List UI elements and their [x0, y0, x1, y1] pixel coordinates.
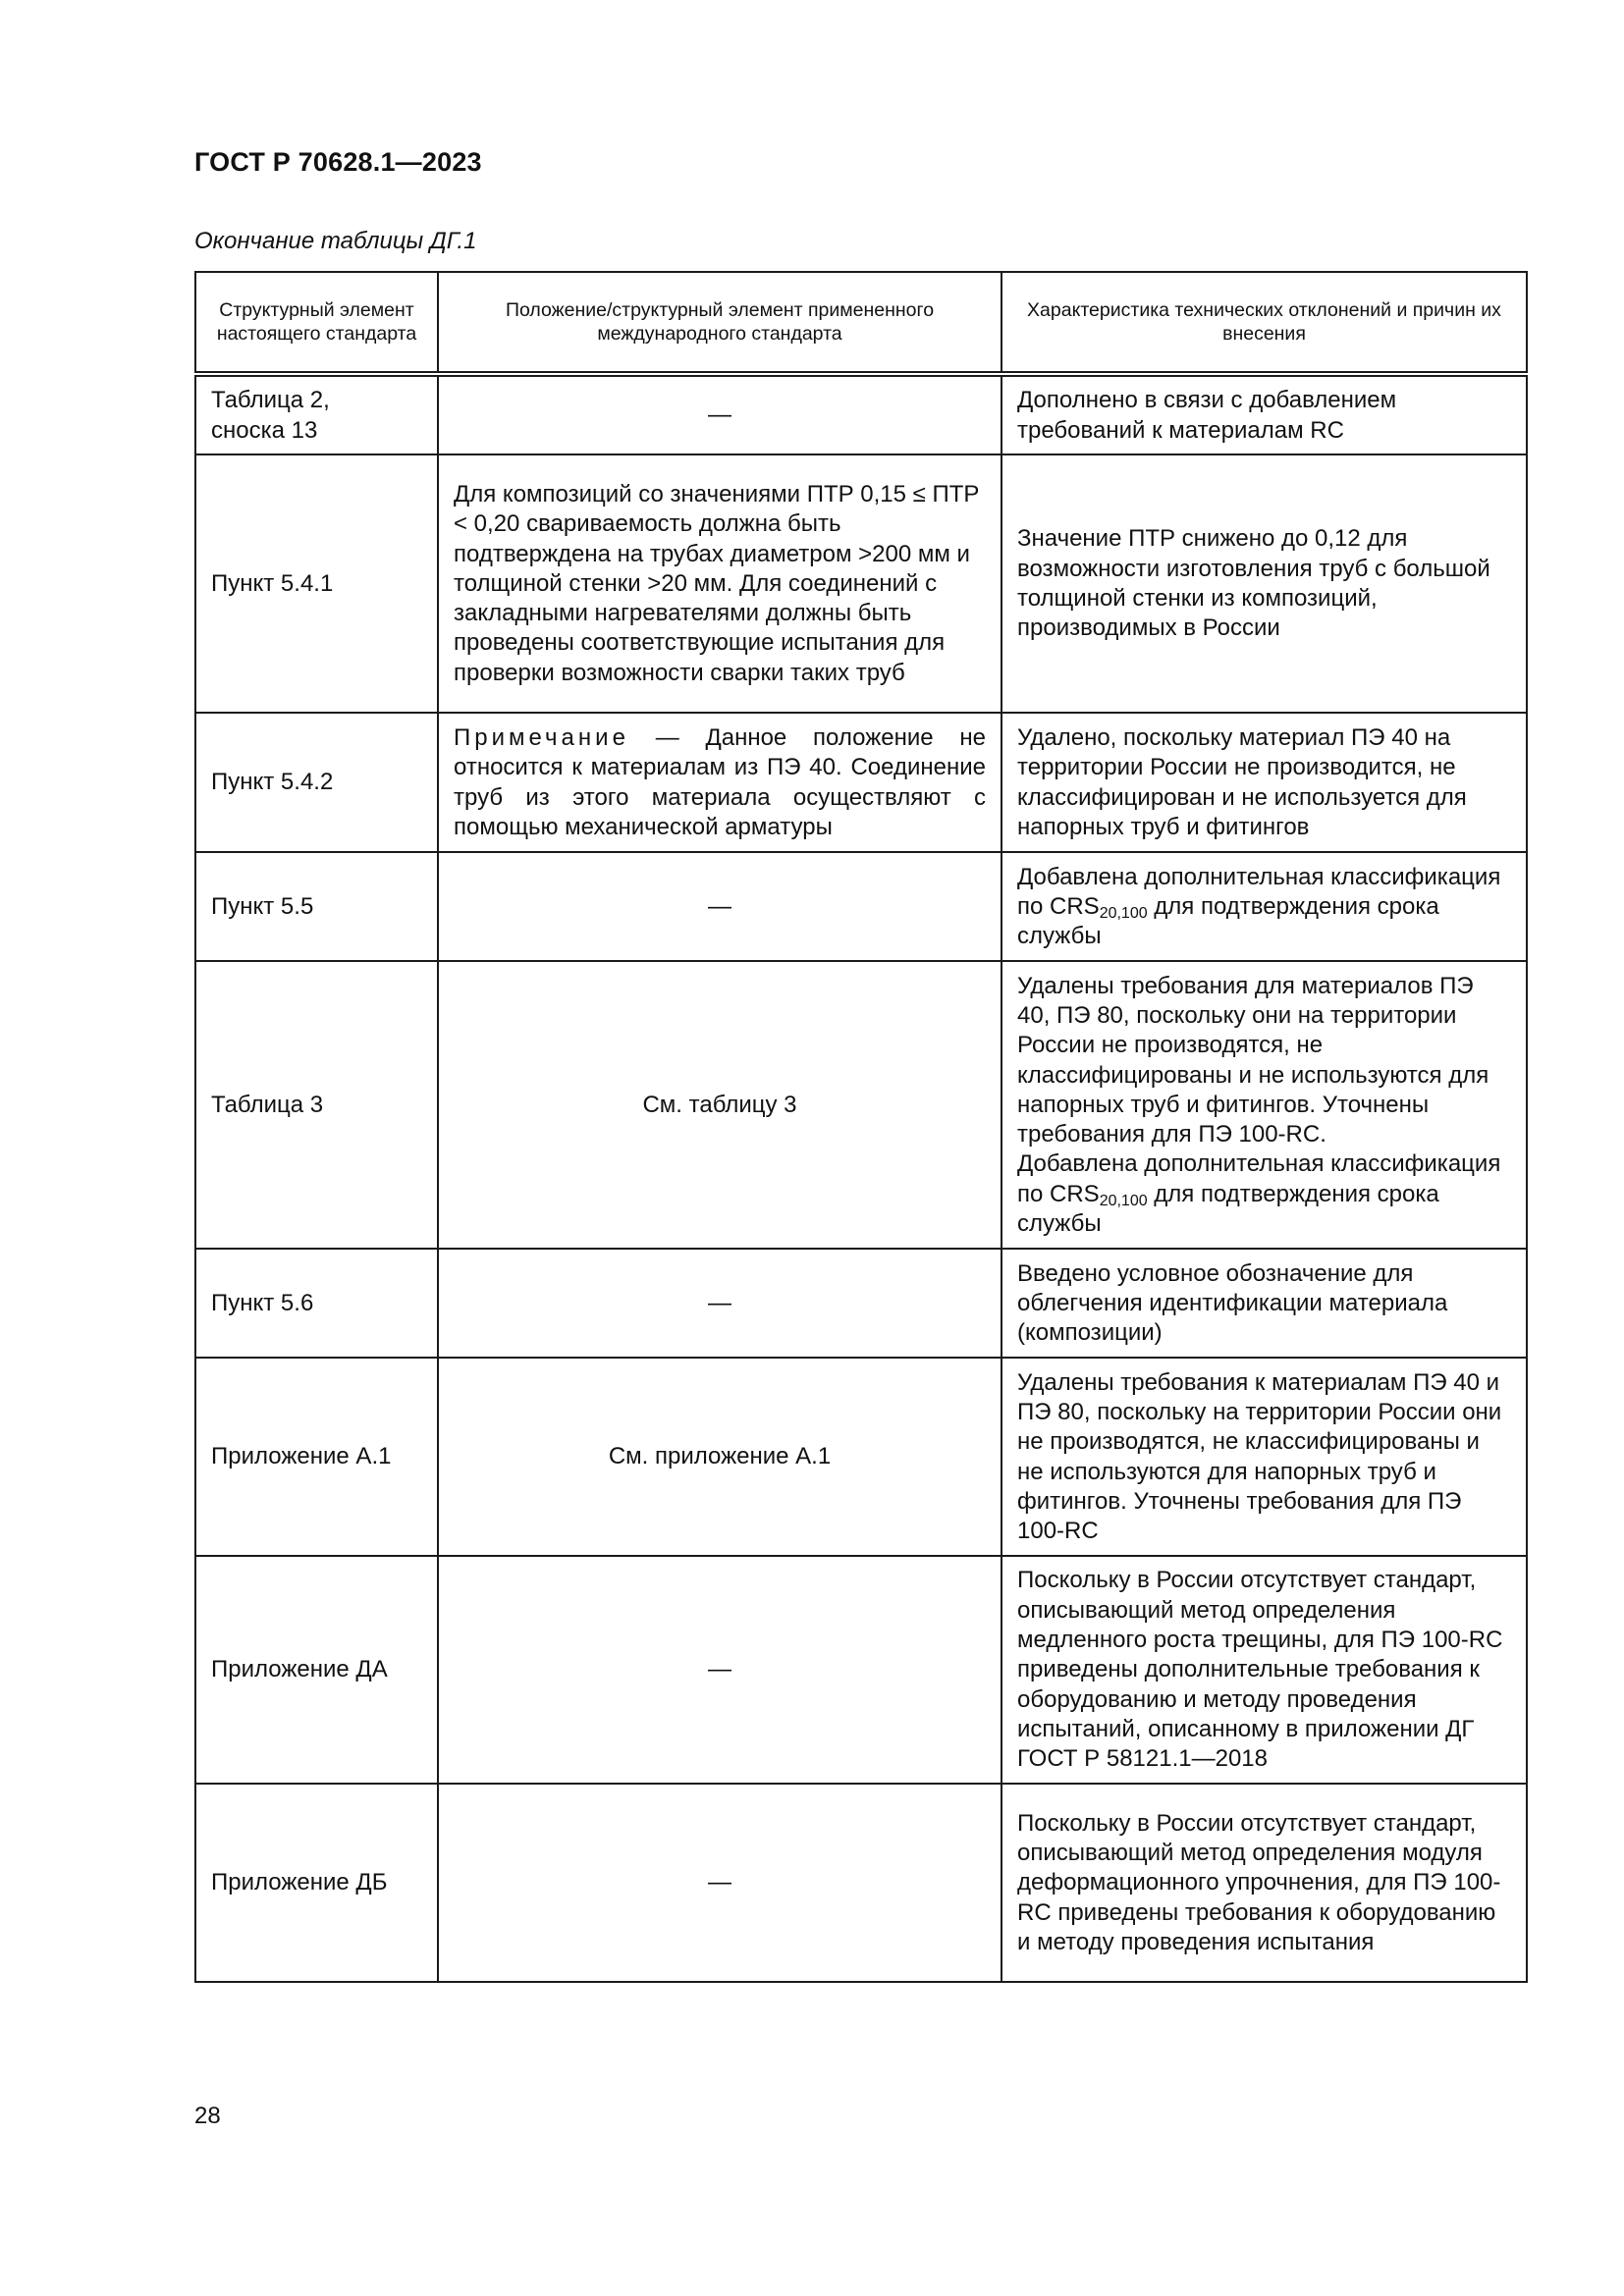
cell-text: — — [708, 1289, 731, 1316]
table-header-row — [195, 272, 1527, 374]
cell-element — [195, 852, 438, 961]
cell-element — [195, 1784, 438, 1982]
crs-subscript: 20,100 — [1099, 904, 1148, 922]
cell-text: Таблица 2, сноска 13 — [211, 387, 330, 444]
cell-text: — — [708, 1869, 731, 1896]
cell-element — [195, 1249, 438, 1358]
cell-text: Приложение А.1 — [211, 1443, 392, 1470]
cell-element — [195, 1556, 438, 1784]
cell-position — [438, 1784, 1001, 1982]
cell-characteristic — [1001, 454, 1527, 713]
cell-text: Таблица 3 — [211, 1091, 324, 1118]
cell-text — [1002, 965, 1526, 1246]
page-number: 28 — [194, 2103, 221, 2129]
cell-text: — — [708, 1656, 731, 1683]
column-header-element: Структурный элемент настоящего стандарта — [195, 272, 438, 374]
cell-text — [1002, 856, 1526, 958]
cell-text: Пункт 5.4.1 — [211, 569, 334, 597]
cell-position — [438, 1249, 1001, 1358]
cell-text: Приложение ДБ — [211, 1869, 388, 1896]
cell-characteristic — [1001, 713, 1527, 852]
cell-text: Пункт 5.6 — [211, 1289, 314, 1316]
cell-text: Приложение ДА — [211, 1656, 388, 1683]
cell-characteristic — [1001, 1556, 1527, 1784]
characteristic-text: Удалены требования для материалов ПЭ 40, ПЭ 80, поскольку они на территории России не производятся, не классифицированы и не используются для напорных труб и фитингов. Уточнены требования для ПЭ 100-RC. — [1017, 972, 1489, 1148]
cell-element — [195, 454, 438, 713]
cell-element — [195, 1358, 438, 1556]
table-row — [195, 374, 1527, 454]
characteristic-text: Добавлена дополнительная классификация по CRS — [1017, 863, 1501, 920]
cell-text: См. приложение А.1 — [608, 1443, 832, 1470]
table-row — [195, 852, 1527, 961]
table-row — [195, 454, 1527, 713]
cell-text: Значение ПТР снижено до 0,12 для возможности изготовления труб с большой толщиной стенки из композиций, производимых в России — [1017, 525, 1490, 642]
table-row — [195, 1784, 1527, 1982]
cell-position — [438, 961, 1001, 1249]
cell-text: — — [708, 401, 731, 429]
cell-position — [438, 1358, 1001, 1556]
table-row — [195, 1358, 1527, 1556]
cell-text: — — [708, 892, 731, 920]
cell-characteristic — [1001, 374, 1527, 454]
cell-position — [438, 374, 1001, 454]
cell-characteristic — [1001, 852, 1527, 961]
document-code-header: ГОСТ Р 70628.1—2023 — [194, 147, 482, 177]
table-header — [195, 272, 1527, 374]
deviations-table — [194, 271, 1528, 1983]
cell-characteristic — [1001, 1358, 1527, 1556]
cell-text: Пункт 5.4.2 — [211, 769, 334, 796]
cell-element — [195, 961, 438, 1249]
table-row — [195, 961, 1527, 1249]
table-body — [195, 374, 1527, 1982]
cell-text: Поскольку в России отсутствует стандарт, описывающий метод определения медленного роста трещины, для ПЭ 100-RC приведены дополнительные требования к оборудованию и методу проведения испытаний, описанному в приложении ДГ ГОСТ Р 58121.1—2018 — [1017, 1567, 1503, 1773]
column-header-characteristic: Характеристика технических отклонений и причин их внесения — [1001, 272, 1527, 374]
cell-text: Пункт 5.5 — [211, 892, 314, 920]
cell-text: Удалено, поскольку материал ПЭ 40 на территории России не производится, не классифицирован и не используется для напорных труб и фитингов — [1017, 723, 1467, 840]
cell-position — [438, 852, 1001, 961]
cell-element — [195, 374, 438, 454]
cell-position — [438, 454, 1001, 713]
cell-characteristic — [1001, 1784, 1527, 1982]
table-row — [195, 1249, 1527, 1358]
crs-subscript: 20,100 — [1099, 1192, 1148, 1209]
table-caption: Окончание таблицы ДГ.1 — [194, 228, 477, 254]
cell-position — [438, 713, 1001, 852]
table-row — [195, 713, 1527, 852]
cell-element — [195, 713, 438, 852]
cell-text: Введено условное обозначение для облегчения идентификации материала (композиции) — [1017, 1259, 1448, 1347]
cell-text: См. таблицу 3 — [642, 1091, 797, 1118]
note-block — [439, 717, 1001, 848]
note-text: — Данное положение не относится к материалам из ПЭ 40. Соединение труб из этого материала осуществляют с помощью механической арматуры — [454, 723, 986, 840]
cell-position — [438, 1556, 1001, 1784]
note-label: Примечание — [454, 723, 629, 751]
cell-characteristic — [1001, 1249, 1527, 1358]
table-row — [195, 1556, 1527, 1784]
characteristic-text-added: Добавлена дополнительная классификация по CRS — [1017, 1150, 1501, 1207]
cell-text: Дополнено в связи с добавлением требований к материалам RC — [1017, 387, 1397, 444]
cell-text: Удалены требования к материалам ПЭ 40 и ПЭ 80, поскольку на территории России они не производятся, не классифицированы и не используются для напорных труб и фитингов. Уточнены требования для ПЭ 100-RC — [1017, 1368, 1502, 1545]
column-header-position: Положение/структурный элемент примененного международного стандарта — [438, 272, 1001, 374]
characteristic-text-end: для подтверждения срока службы — [1017, 892, 1439, 950]
cell-text: Для композиций со значениями ПТР 0,15 ≤ ПТР < 0,20 свариваемость должна быть подтверждена на трубах диаметром >200 мм и толщиной стенки >20 мм. Для соединений с закладными нагревателями должны быть проведены соответствующие испытания для проверки возможности сварки таких труб — [454, 480, 980, 686]
cell-text: Поскольку в России отсутствует стандарт, описывающий метод определения модуля деформационного упрочнения, для ПЭ 100-RC приведены требования к оборудованию и методу проведения испытания — [1017, 1809, 1501, 1955]
cell-characteristic — [1001, 961, 1527, 1249]
characteristic-text-end: для подтверждения срока службы — [1017, 1180, 1439, 1238]
